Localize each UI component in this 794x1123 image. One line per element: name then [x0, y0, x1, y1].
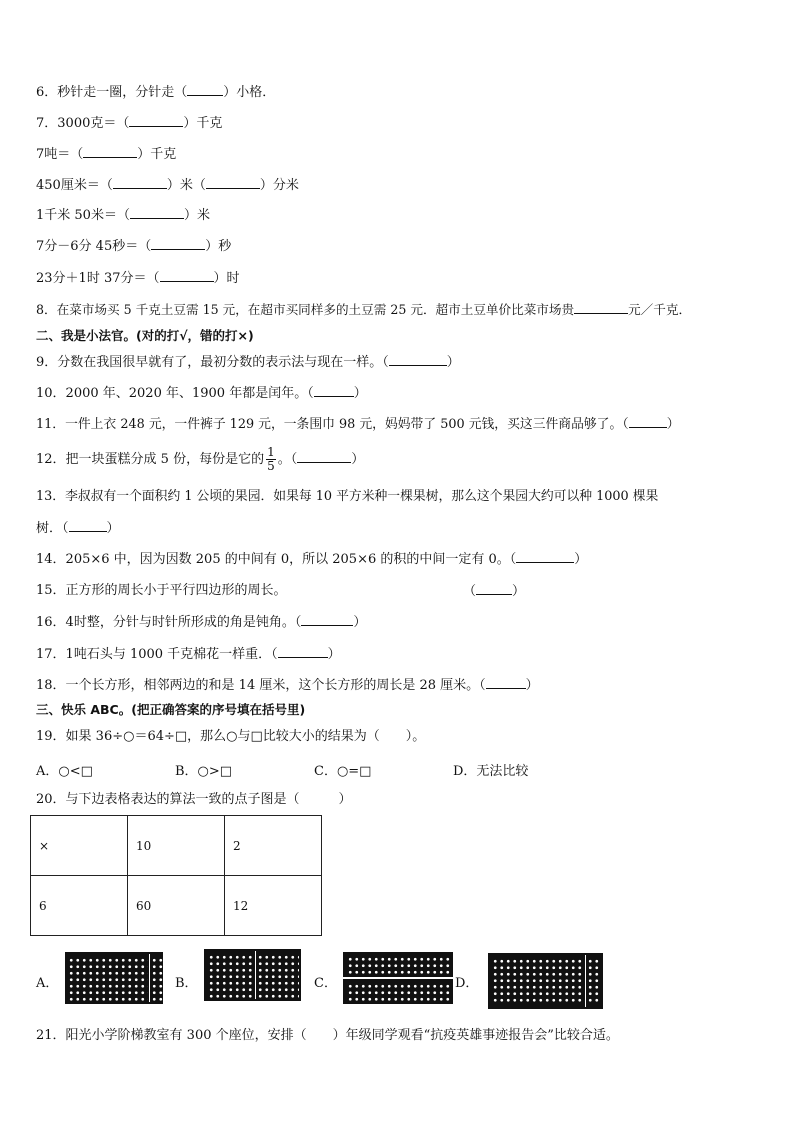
question-8: 8．在菜市场买 5 千克土豆需 15 元，在超市买同样多的土豆需 25 元．超市土豆单价比菜市场贵 元／千克． [36, 302, 692, 317]
dot-pattern [257, 954, 299, 998]
answer-blank[interactable] [160, 269, 214, 282]
question-7-part-5: 7分－6分 45秒＝（ ）秒 [36, 239, 232, 254]
answer-blank[interactable] [187, 83, 223, 96]
question-7-part-2: 7吨＝（ ）千克 [36, 147, 177, 162]
question-18: 18．一个长方形，相邻两边的和是 14 厘米，这个长方形的周长是 28 厘米。（ ） [36, 678, 539, 693]
answer-blank[interactable] [574, 301, 628, 314]
dot-pattern [208, 954, 254, 998]
question-21: 21．阳光小学阶梯教室有 300 个座位，安排（ ）年级同学观看“抗疫英雄事迹报告会”比较合适。 [36, 1028, 619, 1043]
question-17: 17．1吨石头与 1000 千克棉花一样重．（ ） [36, 647, 341, 662]
question-7-part-4: 1千米 50米＝（ ）米 [36, 208, 210, 223]
option-b-label[interactable]: B． [175, 976, 198, 991]
dot-pattern [347, 983, 451, 1002]
dot-diagram-a[interactable] [65, 952, 163, 1004]
answer-blank[interactable] [151, 237, 205, 250]
answer-blank[interactable] [314, 384, 354, 397]
divider [149, 954, 150, 1002]
answer-blank[interactable] [297, 450, 351, 463]
question-20: 20．与下边表格表达的算法一致的点子图是（ ） [36, 792, 352, 807]
table-cell: 2 [225, 816, 322, 876]
dot-diagram-c-top[interactable] [343, 952, 453, 977]
table-cell: 6 [31, 876, 128, 936]
answer-blank[interactable] [129, 114, 183, 127]
option-c[interactable]: C．○=□ [314, 764, 372, 779]
table-cell: 12 [225, 876, 322, 936]
divider [585, 955, 586, 1007]
answer-blank[interactable] [629, 415, 667, 428]
option-d[interactable]: D．无法比较 [453, 764, 529, 779]
question-10: 10．2000 年、2020 年、1900 年都是闰年。（ ） [36, 386, 367, 401]
dot-pattern [68, 957, 148, 1001]
answer-blank[interactable] [130, 206, 184, 219]
option-a-label[interactable]: A． [36, 976, 59, 991]
dot-diagram-d[interactable] [488, 953, 603, 1009]
question-15: 15．正方形的周长小于平行四边形的周长。 [36, 583, 287, 598]
question-15-bracket: （ ） [463, 584, 526, 599]
section-3-heading: 三、快乐 ABC。(把正确答案的序号填在括号里) [36, 702, 306, 717]
dot-pattern [492, 958, 584, 1005]
question-11: 11．一件上衣 248 元，一件裤子 129 元，一条围巾 98 元，妈妈带了 500 元钱，买这三件商品够了。（ ） [36, 417, 680, 432]
multiplication-table [30, 815, 322, 936]
question-13: 13．李叔叔有一个面积约 1 公顷的果园．如果每 10 平方米种一棵果树，那么这个果园大约可以种 1000 棵果 [36, 489, 659, 504]
answer-blank[interactable] [278, 645, 328, 658]
answer-blank[interactable] [113, 176, 167, 189]
table-cell: 60 [128, 876, 225, 936]
question-13-cont: 树．（ ） [36, 521, 120, 536]
answer-blank[interactable] [83, 145, 137, 158]
dot-pattern [347, 956, 451, 975]
question-7: 7．3000克＝（ ）千克 [36, 116, 223, 131]
answer-blank[interactable] [486, 676, 526, 689]
section-2-heading: 二、我是小法官。(对的打√，错的打×) [36, 328, 254, 343]
option-b[interactable]: B．○>□ [175, 764, 233, 779]
divider [255, 951, 256, 999]
table-row [31, 816, 322, 876]
question-7-part-6: 23分＋1时 37分＝（ ）时 [36, 271, 240, 286]
dot-pattern [587, 958, 600, 1005]
answer-blank[interactable] [69, 519, 107, 532]
question-12: 12．把一块蛋糕分成 5 份，每份是它的 $\frac{1}{5}$ 。（ ） [36, 445, 365, 473]
option-d-label[interactable]: D． [455, 976, 479, 991]
question-6: 6．秒针走一圈，分针走（ ）小格． [36, 85, 276, 100]
question-16: 16．4时整，分针与时针所形成的角是钝角。（ ） [36, 615, 367, 630]
question-9: 9．分数在我国很早就有了，最初分数的表示法与现在一样。（ ） [36, 355, 460, 370]
option-a[interactable]: A．○<□ [36, 764, 93, 779]
answer-blank[interactable] [476, 582, 512, 595]
dot-pattern [151, 957, 163, 1001]
option-c-label[interactable]: C． [314, 976, 337, 991]
answer-blank[interactable] [389, 353, 447, 366]
question-19: 19．如果 36÷○＝64÷□，那么○与□比较大小的结果为（ ）。 [36, 729, 426, 744]
dot-diagram-b[interactable] [204, 949, 301, 1001]
answer-blank[interactable] [516, 550, 574, 563]
answer-blank[interactable] [206, 176, 260, 189]
table-row [31, 876, 322, 936]
question-14: 14．205×6 中，因为因数 205 的中间有 0，所以 205×6 的积的中间一定有 0。（ ） [36, 552, 588, 567]
answer-blank[interactable] [301, 613, 353, 626]
table-cell: × [31, 816, 128, 876]
question-7-part-3: 450厘米＝（ ）米（ ）分米 [36, 178, 299, 193]
dot-diagram-c-bottom[interactable] [343, 979, 453, 1004]
fraction: $\frac{1}{5}$ [267, 445, 275, 473]
table-cell: 10 [128, 816, 225, 876]
